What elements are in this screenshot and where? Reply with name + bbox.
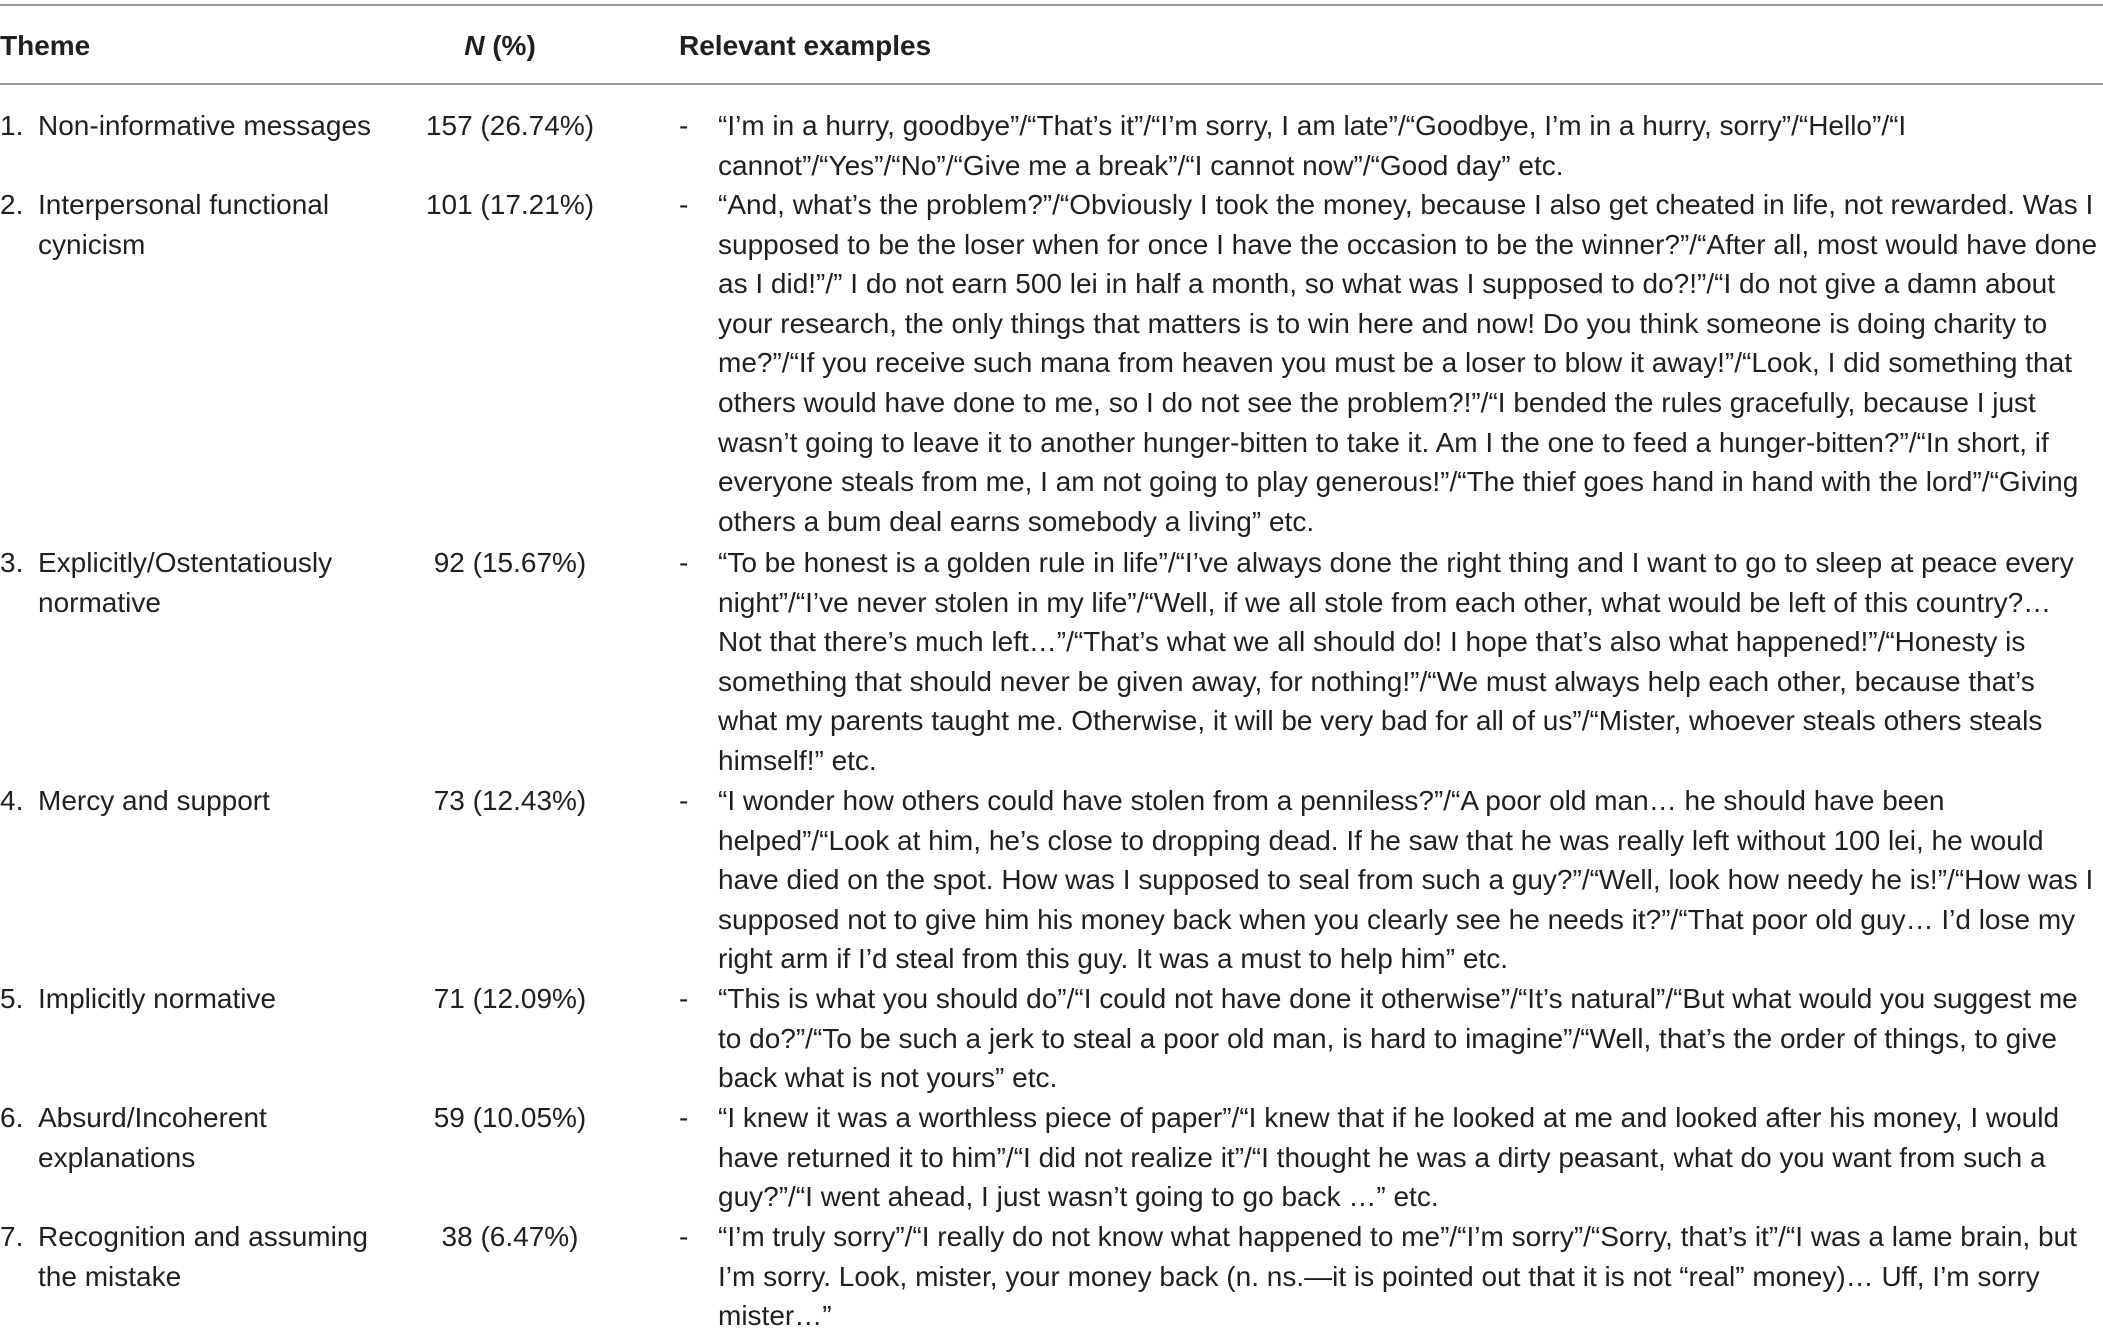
header-percent-label: (%)	[484, 30, 536, 61]
row-number: 4.	[0, 785, 24, 816]
row-theme: Recognition and assuming the mistake	[38, 1221, 368, 1292]
row-theme: Explicitly/Ostentatiously normative	[38, 547, 333, 618]
table-row	[0, 781, 2103, 979]
row-examples: “This is what you should do”/“I could not have done it otherwise”/“It’s natural”/“But what would you suggest me to do?”/“To be such a jerk to steal a poor old man, is hard to imagine”/“Well, that’s the order of things, to give back what is not yours” etc.	[718, 983, 2078, 1094]
table-row	[0, 979, 2103, 1098]
row-examples: “To be honest is a golden rule in life”/“I’ve always done the right thing and I want to go to sleep at peace every night”/“I’ve never stolen in my life”/“Well, if we all stole from each other, what would be left of this country?… Not that there’s much left…”/“That’s what we all should do! I hope that’s also what happened!”/“Honesty is something that should never be given away, for nothing!”/“We must always help each other, because that’s what my parents taught me. Otherwise, it will be very bad for all of us”/“Mister, whoever steals others steals himself!” etc.	[718, 547, 2074, 776]
row-n-percent: 157 (26.74%)	[425, 110, 595, 141]
row-bullet-dash: -	[679, 110, 689, 141]
row-bullet-dash: -	[679, 983, 689, 1014]
row-n-percent: 59 (10.05%)	[433, 1102, 587, 1133]
row-n-percent: 73 (12.43%)	[433, 785, 587, 816]
row-examples: “I knew it was a worthless piece of paper”/“I knew that if he looked at me and looked after his money, I would have returned it to him”/“I did not realize it”/“I thought he was a dirty peasant, what do you want from such a guy?”/“I went ahead, I just wasn’t going to go back …” etc.	[718, 1102, 2060, 1213]
row-n-percent: 101 (17.21%)	[425, 189, 595, 220]
row-number: 7.	[0, 1221, 24, 1252]
row-bullet-dash: -	[679, 189, 689, 220]
header-n-percent	[400, 24, 600, 68]
row-examples: “I’m in a hurry, goodbye”/“That’s it”/“I’m sorry, I am late”/“Goodbye, I’m in a hurry, sorry”/“Hello”/“I cannot”/“Yes”/“No”/“Give me a break”/“I cannot now”/“Good day” etc.	[718, 110, 1907, 181]
row-n-percent: 92 (15.67%)	[433, 547, 587, 578]
header-relevant-examples: Relevant examples	[679, 30, 932, 61]
row-number: 3.	[0, 547, 24, 578]
table-row	[0, 1098, 2103, 1217]
row-examples: “And, what’s the problem?”/“Obviously I took the money, because I also get cheated in life, not rewarded. Was I supposed to be the loser when for once I have the occasion to be the winner?”/“After all, most would have done as I did!”/” I do not earn 500 lei in half a month, so what was I supposed to do?!”/“I do not give a damn about your research, the only things that matters is to win here and now! Do you think someone is doing charity to me?”/“If you receive such mana from heaven you must be a loser to blow it away!”/“Look, I did something that others would have done to me, so I do not see the problem?!”/“I bended the rules gracefully, because I just wasn’t going to leave it to another hunger-bitten to take it. Am I the one to feed a hunger-bitten?”/“In short, if everyone steals from me, I am not going to play generous!”/“The thief goes hand in hand with the lord”/“Giving others a bum deal earns somebody a living” etc.	[718, 189, 2098, 537]
row-theme: Interpersonal functional cynicism	[38, 189, 330, 260]
row-number: 1.	[0, 110, 24, 141]
row-number: 2.	[0, 189, 24, 220]
table-header-rule	[0, 83, 2103, 85]
row-bullet-dash: -	[679, 1102, 689, 1133]
table-row	[0, 106, 2103, 185]
row-bullet-dash: -	[679, 547, 689, 578]
row-theme: Absurd/Incoherent explanations	[38, 1102, 267, 1173]
row-bullet-dash: -	[679, 1221, 689, 1252]
row-n-percent: 38 (6.47%)	[441, 1221, 579, 1252]
row-theme: Implicitly normative	[38, 983, 277, 1014]
row-number: 6.	[0, 1102, 24, 1133]
row-examples: “I wonder how others could have stolen from a penniless?”/“A poor old man… he should have been helped”/“Look at him, he’s close to dropping dead. If he saw that he was really left without 100 lei, he would have died on the spot. How was I supposed to seal from such a guy?”/“Well, look how needy he is!”/“How was I supposed not to give him his money back when you clearly see he needs it?”/“That poor old guy… I’d lose my right arm if I’d steal from this guy. It was a must to help him” etc.	[718, 785, 2094, 975]
table-top-rule	[0, 4, 2103, 6]
header-n-symbol: N	[464, 30, 485, 61]
row-theme: Mercy and support	[38, 785, 270, 816]
row-examples: “I’m truly sorry”/“I really do not know what happened to me”/“I’m sorry”/“Sorry, that’s it”/“I was a lame brain, but I’m sorry. Look, mister, your money back (n. ns.—it is pointed out that it is not “real” money)… Uff, I’m sorry mister…”	[718, 1221, 2077, 1332]
row-bullet-dash: -	[679, 785, 689, 816]
table-row	[0, 185, 2103, 543]
row-n-percent: 71 (12.09%)	[433, 983, 587, 1014]
table-row	[0, 543, 2103, 781]
table-body	[0, 106, 2103, 1337]
row-number: 5.	[0, 983, 24, 1014]
table-header	[0, 24, 2103, 68]
row-theme: Non-informative messages	[38, 110, 372, 141]
header-theme: Theme	[0, 30, 91, 61]
table-row	[0, 1217, 2103, 1337]
